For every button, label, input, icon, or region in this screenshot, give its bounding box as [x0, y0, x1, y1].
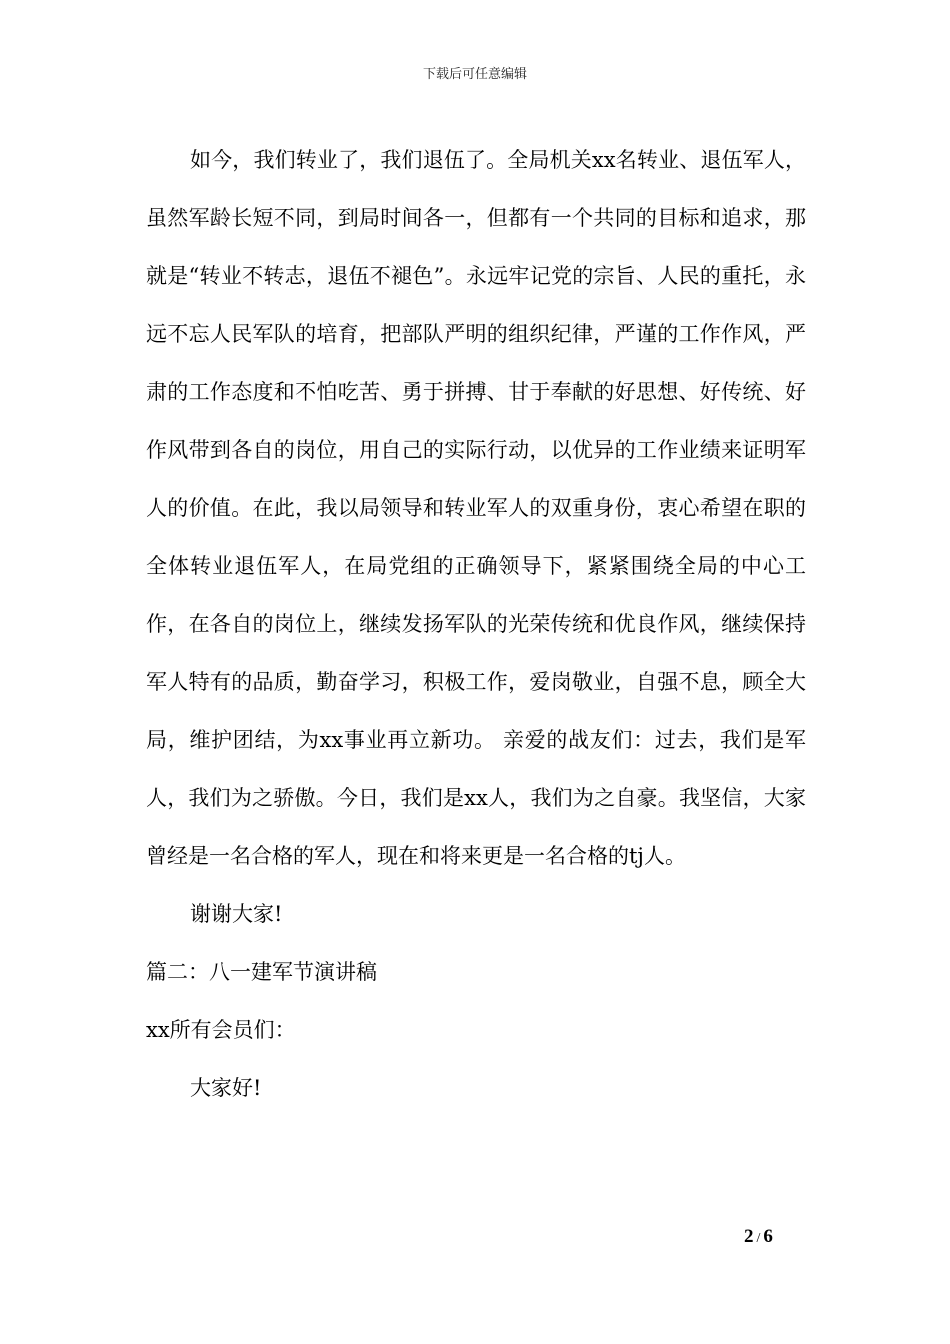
salutation: xx所有会员们： [146, 1018, 296, 1042]
page-number-current: 2 [744, 1226, 754, 1247]
page-number-total: 6 [763, 1226, 773, 1247]
paragraph-thanks: 谢谢大家! [190, 902, 283, 926]
page-header-note: 下载后可任意编辑 [422, 67, 527, 82]
greeting: 大家好! [190, 1076, 262, 1100]
section-title: 篇二：八一建军节演讲稿 [146, 960, 377, 984]
page-number [744, 1226, 773, 1250]
document-body [146, 131, 806, 1117]
paragraph-speech-closing: 如今，我们转业了，我们退伍了。全局机关xx名转业、退伍军人，虽然军龄长短不同，到局时间各一，但都有一个共同的目标和追求，那就是“转业不转志，退伍不褪色”。永远牢记党的宗旨、人民的重托，永远不忘人民军队的培育，把部队严明的组织纪律，严谨的工作作风，严肃的工作态度和不怕吃苦、勇于拼搏、甘于奉献的好思想、好传统、好作风带到各自的岗位，用自己的实际行动，以优异的工作业绩来证明军人的价值。在此，我以局领导和转业军人的双重身份，衷心希望在职的全体转业退伍军人，在局党组的正确领导下，紧紧围绕全局的中心工作，在各自的岗位上，继续发扬军队的光荣传统和优良作风，继续保持军人特有的品质，勤奋学习，积极工作，爱岗敬业，自强不息，顾全大局，维护团结，为xx事业再立新功。 亲爱的战友们：过去，我们是军人，我们为之骄傲。今日，我们是xx人，我们为之自豪。我坚信，大家曾经是一名合格的军人，现在和将来更是一名合格的tj人。 [146, 148, 806, 868]
page-number-separator: / [756, 1231, 761, 1246]
